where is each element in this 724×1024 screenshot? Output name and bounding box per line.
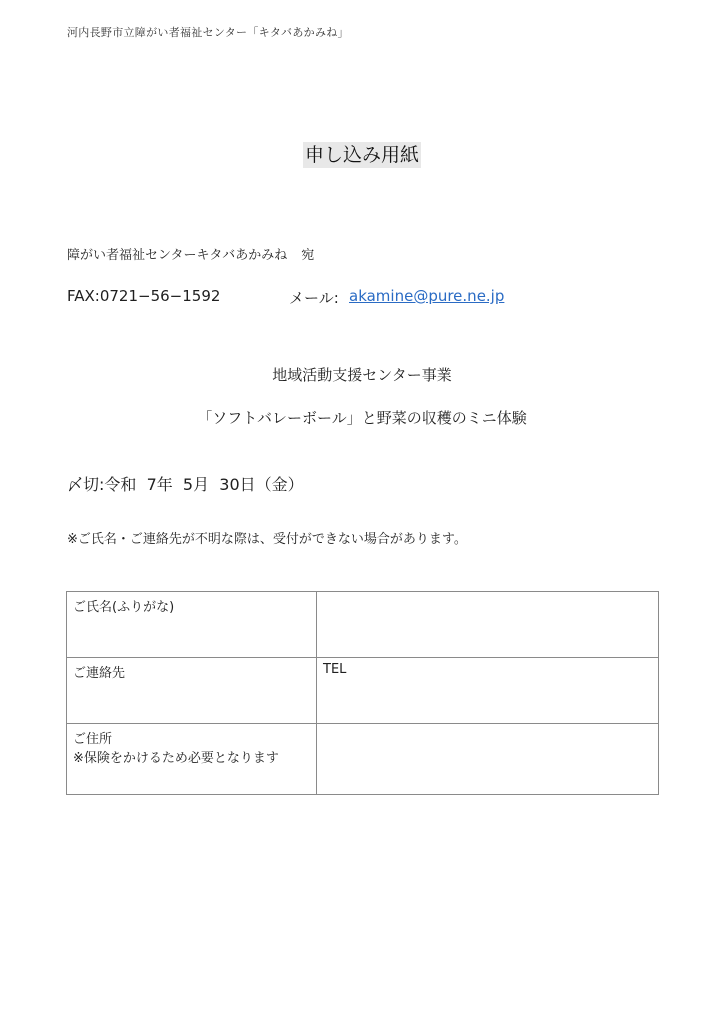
deadline: 〆切:令和 7年 5月 30日（金） <box>67 475 304 494</box>
form-row-contact <box>67 658 659 724</box>
email-link[interactable]: akamine@pure.ne.jp <box>349 287 505 305</box>
form-field-tel[interactable]: TEL <box>317 658 659 724</box>
document-header: 河内長野市立障がい者福祉センター「キタバあかみね」 <box>67 26 349 39</box>
application-form-table <box>66 591 659 795</box>
event-title: 「ソフトバレーボール」と野菜の収穫のミニ体験 <box>197 409 527 427</box>
form-row-address <box>67 724 659 795</box>
mail-label: メール: <box>289 289 339 307</box>
form-label-contact: ご連絡先 <box>67 658 317 724</box>
page-title-wrapper <box>0 140 724 167</box>
form-label-address-note: ※保険をかけるため必要となります <box>73 751 279 766</box>
form-field-name[interactable] <box>317 592 659 658</box>
form-label-address-cell <box>67 724 317 795</box>
form-row-name <box>67 592 659 658</box>
fax-number: FAX:0721−56−1592 <box>67 287 221 305</box>
recipient-suffix: 宛 <box>301 248 315 263</box>
recipient <box>67 244 314 263</box>
contact-line <box>67 287 505 307</box>
notice-text: ※ご氏名・ご連絡先が不明な際は、受付ができない場合があります。 <box>67 532 467 547</box>
form-label-name: ご氏名(ふりがな) <box>67 592 317 658</box>
program-subtitle: 地域活動支援センター事業 <box>272 366 452 384</box>
page-title: 申し込み用紙 <box>304 144 419 166</box>
recipient-name: 障がい者福祉センターキタバあかみね <box>67 248 288 263</box>
form-label-address: ご住所 <box>73 732 113 747</box>
form-field-address[interactable] <box>317 724 659 795</box>
